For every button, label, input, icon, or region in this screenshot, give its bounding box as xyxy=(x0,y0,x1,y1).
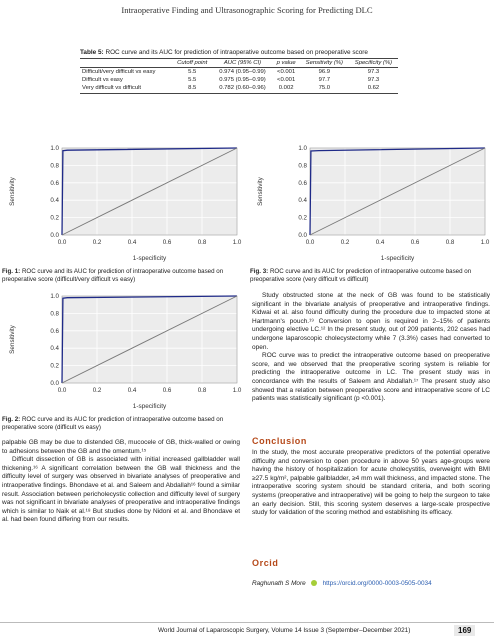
paragraph: Study obstructed stone at the neck of GB was found to be statistically significant in the bivariate analysis of preoperative and intraoperative findings. Kidwai et al. also found difficulty during the procedure due to impacted stone at Hartmann's pouch.¹⁹ Conversion to open is required in 2–15% of patients undergoing elective LC.¹² In the present study, out of 209 patients, 202 cases had undergone laparoscopic cholecystectomy while 7 (3.3%) cases had converted to open. xyxy=(252,292,490,351)
orcid-entry xyxy=(252,572,432,590)
roc-table xyxy=(80,58,398,94)
table-cell: 75.0 xyxy=(300,84,349,93)
x-tick-label: 0.4 xyxy=(375,239,385,246)
figure-caption-text: ROC curve and its AUC for prediction of intraoperative outcome based on preoperative score (difficult/very difficult vs easy) xyxy=(2,268,224,283)
x-tick-label: 0.8 xyxy=(445,239,455,246)
footer-journal: World Journal of Laparoscopic Surgery, Volume 14 Issue 3 (September–December 2021) xyxy=(158,627,411,634)
x-tick-label: 0.0 xyxy=(57,239,67,246)
paragraph: ROC curve was to predict the intraoperative outcome based on preoperative score, and we observed that the preoperative scoring system is reliable for predicting the intraoperative outcome in LC. The present study was in concordance with the results of Saleem and Abdallah.¹⁷ The present study also showed that a relation between preoperative score and intraoperative score of LC patients was statistically significant (p <0.001). xyxy=(252,352,490,403)
table-row xyxy=(80,84,398,93)
table-header-cell: Cutoff point xyxy=(172,59,213,68)
table-cell: 0.002 xyxy=(272,84,299,93)
y-tick-label: 0.8 xyxy=(298,162,307,170)
x-tick-label: 0.8 xyxy=(197,239,207,246)
author-name: Raghunath S More xyxy=(252,580,306,587)
x-axis-label: 1-specificity xyxy=(380,255,415,262)
figure-label: Fig. 3: xyxy=(250,268,269,275)
x-tick-label: 0.8 xyxy=(197,387,207,394)
table-cell: 96.9 xyxy=(318,69,331,76)
y-tick-label: 1.0 xyxy=(50,293,59,300)
figure-caption-fig1 xyxy=(2,268,242,284)
table-cell: 5.5 xyxy=(188,69,197,76)
y-tick-label: 0.0 xyxy=(298,232,307,239)
table-cell: <0.001 xyxy=(277,77,296,84)
y-tick-label: 0.4 xyxy=(50,345,59,353)
x-tick-label: 0.6 xyxy=(162,387,172,394)
figure-label: Fig. 2: xyxy=(2,416,21,423)
y-tick-label: 0.6 xyxy=(298,179,307,187)
section-heading-orcid: Orcid xyxy=(252,558,279,568)
y-tick-label: 0.2 xyxy=(298,214,307,222)
figure-caption-fig3 xyxy=(250,268,492,284)
x-tick-label: 1.0 xyxy=(480,239,490,246)
roc-chart-fig3 xyxy=(248,142,493,263)
y-tick-label: 1.0 xyxy=(298,145,307,152)
paragraph: Difficult dissection of GB is associated with initial increased gallbladder wall thickening.¹⁶ A significant correlation between the GB wall thickness and the difficulty level of surgery was observed in bivariate analyses of preoperative and intraoperative findings. Bhondave et al. and Saleem and Abdallah¹⁶ found a similar result. Association between pericholecystic collection and difficulty level of surgery was not significant in bivariate analyses of preoperative and intraoperative findings which is similar to Naik et al.¹⁸ But studies done by Nidoni et al. and Bhondave et al. had been found differing from our results. xyxy=(2,456,240,524)
table-cell: 97.3 xyxy=(367,77,380,84)
conclusion-text xyxy=(252,449,490,518)
table-cell: Difficult vs easy xyxy=(82,77,123,84)
figure-caption-text: ROC curve and its AUC for prediction of intraoperative outcome based on preoperative score (difficult vs easy) xyxy=(2,416,224,431)
y-tick-label: 1.0 xyxy=(50,145,59,152)
y-tick-label: 0.8 xyxy=(50,310,59,318)
table-header-row xyxy=(80,59,398,68)
x-axis-label: 1-specificity xyxy=(132,255,167,262)
y-axis-label: Sensitivity xyxy=(257,177,264,206)
table-cell: Very difficult vs difficult xyxy=(80,84,172,93)
left-column-text xyxy=(2,439,240,525)
x-tick-label: 0.4 xyxy=(127,239,137,246)
table-header-cell: p value xyxy=(272,59,299,68)
section-heading-conclusion: Conclusion xyxy=(252,436,307,446)
table-cell: 0.974 (0.95–0.99) xyxy=(219,69,266,76)
y-tick-label: 0.2 xyxy=(50,362,59,370)
paragraph: palpable GB may be due to distended GB, mucocele of GB, thick-walled or owing to adhesions between the GB and the omentum.¹⁵ xyxy=(2,439,240,455)
figure-caption-text: ROC curve and its AUC for prediction of intraoperative outcome based on preoperative score (very difficult vs difficult) xyxy=(250,268,472,283)
table-cell: <0.001 xyxy=(277,69,296,76)
page-number: 169 xyxy=(454,625,475,636)
table-cell: 0.782 (0.60–0.96) xyxy=(213,84,273,93)
y-tick-label: 0.4 xyxy=(298,197,307,205)
table-header-cell: AUC (95% CI) xyxy=(213,59,273,68)
table-label: Table 5: xyxy=(80,49,104,56)
table-cell: 97.3 xyxy=(367,69,380,76)
y-tick-label: 0.2 xyxy=(50,214,59,222)
x-tick-label: 0.2 xyxy=(92,239,102,246)
x-tick-label: 1.0 xyxy=(232,239,242,246)
y-tick-label: 0.4 xyxy=(50,197,59,205)
table-cell: 8.5 xyxy=(172,84,213,93)
y-tick-label: 0.6 xyxy=(50,179,59,187)
orcid-link[interactable]: https://orcid.org/0000-0003-0505-0034 xyxy=(322,580,432,587)
table-row xyxy=(80,76,398,84)
orcid-icon xyxy=(311,580,317,586)
table-header-cell: Specificity (%) xyxy=(349,59,398,68)
x-tick-label: 0.0 xyxy=(57,387,67,394)
table-cell: Difficult/very difficult vs easy xyxy=(82,69,156,76)
table-cell: 0.975 (0.95–0.99) xyxy=(219,77,266,84)
x-axis-label: 1-specificity xyxy=(132,403,167,410)
table-cell: 97.7 xyxy=(318,77,331,84)
y-axis-label: Sensitivity xyxy=(9,177,16,206)
figure-label: Fig. 1: xyxy=(2,268,21,275)
y-axis-label: Sensitivity xyxy=(9,325,16,354)
x-tick-label: 0.4 xyxy=(127,387,137,394)
y-tick-label: 0.8 xyxy=(50,162,59,170)
x-tick-label: 0.6 xyxy=(410,239,420,246)
table-caption-text: ROC curve and its AUC for prediction of intraoperative outcome based on preoperative score xyxy=(105,49,368,56)
x-tick-label: 0.2 xyxy=(92,387,102,394)
y-tick-label: 0.6 xyxy=(50,327,59,335)
right-column-text xyxy=(252,292,490,404)
table-row xyxy=(80,68,398,77)
x-tick-label: 0.6 xyxy=(162,239,172,246)
table-header-cell xyxy=(80,59,172,68)
figure-caption-fig2 xyxy=(2,416,242,432)
table-caption xyxy=(80,49,368,56)
footer-rule xyxy=(0,622,494,623)
x-tick-label: 1.0 xyxy=(232,387,242,394)
running-header: Intraoperative Finding and Ultrasonographic Scoring for Predicting DLC xyxy=(121,5,373,15)
x-tick-label: 0.0 xyxy=(305,239,315,246)
roc-chart-fig1 xyxy=(0,142,245,263)
x-tick-label: 0.2 xyxy=(340,239,350,246)
roc-chart-fig2 xyxy=(0,290,245,411)
y-tick-label: 0.0 xyxy=(50,380,59,387)
table-cell: 5.5 xyxy=(188,77,197,84)
table-cell: 0.62 xyxy=(349,84,398,93)
y-tick-label: 0.0 xyxy=(50,232,59,239)
paragraph: In the study, the most accurate preoperative predictors of the potential operative difficulty and conversion to open procedure in above 50 years age-groups were having the history of hospitalization for acute cholecystitis, overweight with BMI ≥27.5 kg/m², palpable gallbladder, ≥4 mm wall thickness, and impacted stone. The intraoperative scoring system should be standard criteria, and both scoring systems (preoperative and intraoperative) will be going to help the surgeon to take an early decision. Still, this scoring system deserves a large-scale prospective study for validation of the scoring method and establishing its efficacy. xyxy=(252,449,490,517)
table-header-cell: Sensitivity (%) xyxy=(300,59,349,68)
